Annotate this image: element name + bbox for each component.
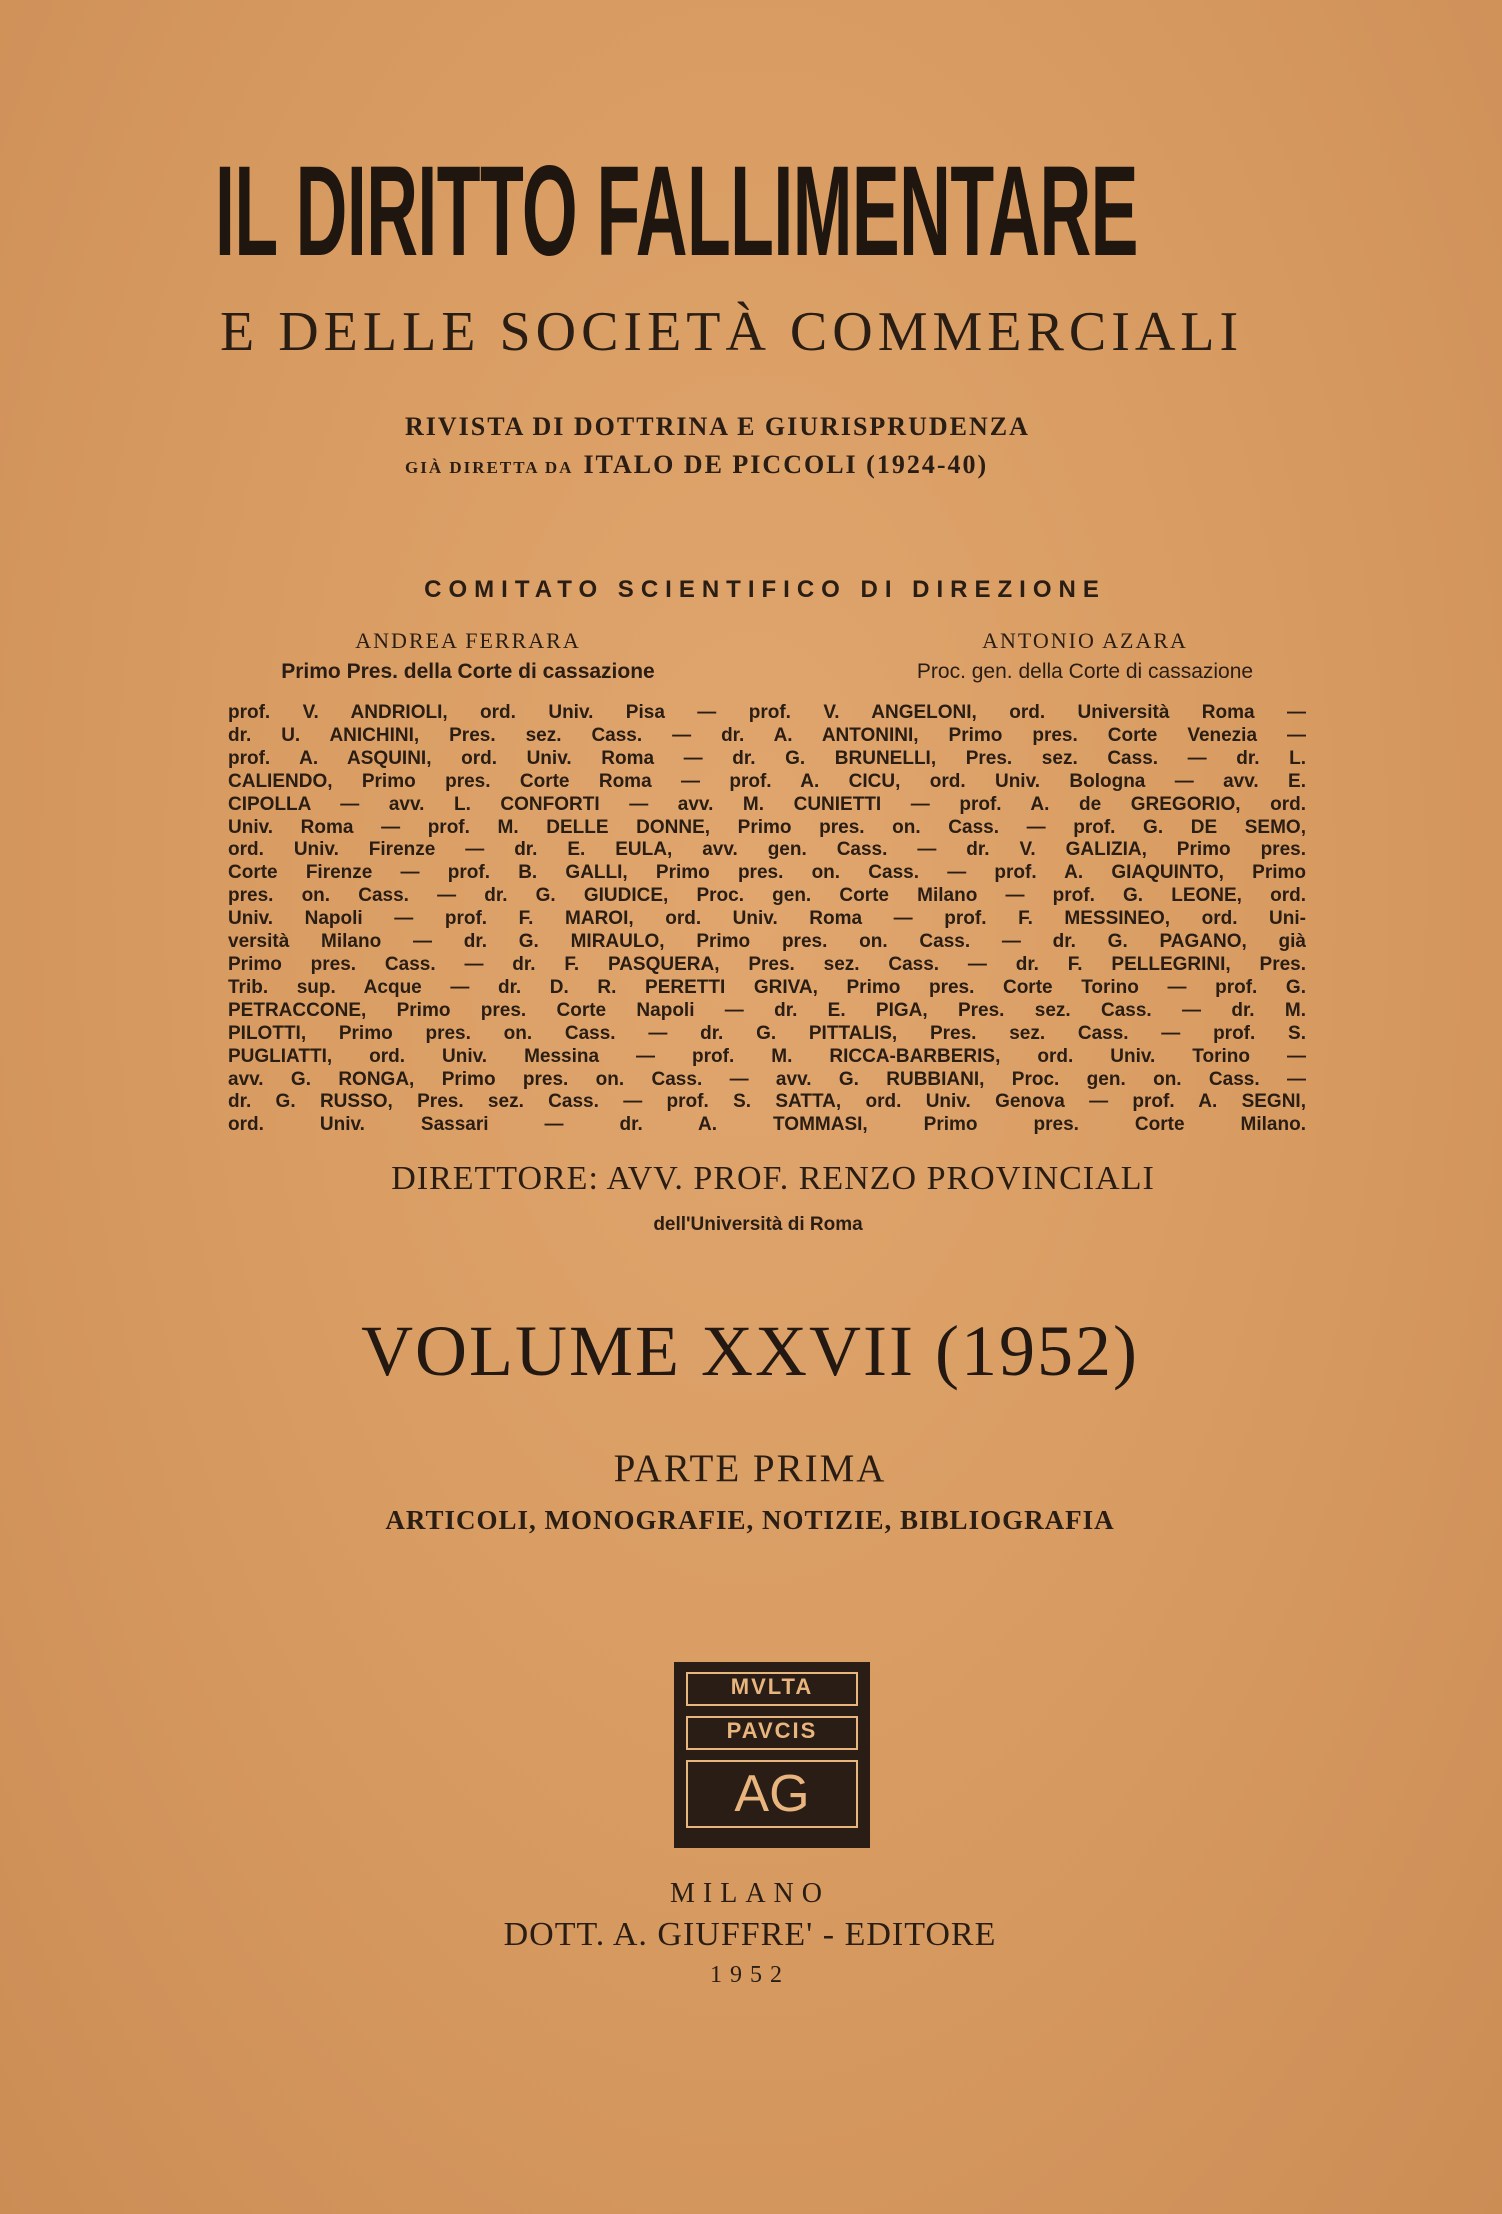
president-right — [845, 628, 1325, 684]
member-line: ord. Univ. Sassari — dr. A. TOMMASI, Primo pres. Corte Milano. — [228, 1114, 1306, 1136]
member-line: Trib. sup. Acque — dr. D. R. PERETTI GRIVA, Primo pres. Corte Torino — prof. G. — [228, 976, 1306, 998]
president-right-role: Proc. gen. della Corte di cassazione — [916, 660, 1254, 683]
president-left — [228, 628, 708, 684]
publisher-logo — [674, 1662, 870, 1848]
member-line: PETRACCONE, Primo pres. Corte Napoli — dr. E. PIGA, Pres. sez. Cass. — dr. M. — [228, 999, 1306, 1021]
committee-heading: COMITATO SCIENTIFICO DI DIREZIONE — [424, 576, 1106, 603]
member-line: prof. A. ASQUINI, ord. Univ. Roma — dr. G. BRUNELLI, Pres. sez. Cass. — dr. L. — [228, 747, 1306, 769]
imprint-city: MILANO — [670, 1878, 830, 1909]
member-line: CALIENDO, Primo pres. Corte Roma — prof. A. CICU, ord. Univ. Bologna — avv. E. — [228, 770, 1306, 792]
committee-members — [228, 702, 1306, 1137]
member-line: dr. U. ANICHINI, Pres. sez. Cass. — dr. A. ANTONINI, Primo pres. Corte Venezia — — [228, 724, 1306, 746]
part-title: PARTE PRIMA — [613, 1447, 887, 1490]
former-director-name: ITALO DE PICCOLI (1924-40) — [583, 450, 989, 479]
volume-title: VOLUME XXVII (1952) — [361, 1311, 1139, 1391]
member-line: avv. G. RONGA, Primo pres. on. Cass. — avv. G. RUBBIANI, Proc. gen. on. Cass. — — [228, 1068, 1306, 1090]
part-contents: ARTICOLI, MONOGRAFIE, NOTIZIE, BIBLIOGRAFIA — [385, 1505, 1115, 1535]
former-director-prefix: GIÀ DIRETTA DA — [405, 458, 574, 477]
director-affiliation: dell'Università di Roma — [653, 1214, 863, 1235]
member-line: versità Milano — dr. G. MIRAULO, Primo pres. on. Cass. — dr. G. PAGANO, già — [228, 931, 1306, 953]
logo-motto-2: PAVCIS — [686, 1716, 858, 1750]
member-line: PILOTTI, Primo pres. on. Cass. — dr. G. PITTALIS, Pres. sez. Cass. — prof. S. — [228, 1022, 1306, 1044]
journal-description: RIVISTA DI DOTTRINA E GIURISPRUDENZA — [405, 412, 1030, 441]
member-line: CIPOLLA — avv. L. CONFORTI — avv. M. CUNIETTI — prof. A. de GREGORIO, ord. — [228, 793, 1306, 815]
member-line: Univ. Napoli — prof. F. MAROI, ord. Univ. Roma — prof. F. MESSINEO, ord. Uni- — [228, 908, 1306, 930]
member-line: dr. G. RUSSO, Pres. sez. Cass. — prof. S. SATTA, ord. Univ. Genova — prof. A. SEGNI, — [228, 1091, 1306, 1113]
imprint-publisher: DOTT. A. GIUFFRE' - EDITORE — [503, 1916, 997, 1953]
president-left-name: ANDREA FERRARA — [355, 628, 581, 653]
imprint-year: 1952 — [710, 1962, 790, 1988]
journal-title: IL DIRITTO FALLIMENTARE — [215, 140, 1138, 283]
member-line: ord. Univ. Firenze — dr. E. EULA, avv. gen. Cass. — dr. V. GALIZIA, Primo pres. — [228, 839, 1306, 861]
member-line: Primo pres. Cass. — dr. F. PASQUERA, Pres. sez. Cass. — dr. F. PELLEGRINI, Pres. — [228, 953, 1306, 975]
logo-motto-1: MVLTA — [686, 1672, 858, 1706]
member-line: Univ. Roma — prof. M. DELLE DONNE, Primo pres. on. Cass. — prof. G. DE SEMO, — [228, 816, 1306, 838]
member-line: PUGLIATTI, ord. Univ. Messina — prof. M. RICCA-BARBERIS, ord. Univ. Torino — — [228, 1045, 1306, 1067]
member-line: Corte Firenze — prof. B. GALLI, Primo pres. on. Cass. — prof. A. GIAQUINTO, Primo — [228, 862, 1306, 884]
president-left-role: Primo Pres. della Corte di cassazione — [281, 660, 655, 683]
director-line: DIRETTORE: AVV. PROF. RENZO PROVINCIALI — [391, 1160, 1155, 1197]
logo-mark: AG — [686, 1760, 858, 1828]
president-right-name: ANTONIO AZARA — [982, 628, 1188, 653]
member-line: prof. V. ANDRIOLI, ord. Univ. Pisa — prof. V. ANGELONI, ord. Università Roma — — [228, 702, 1306, 723]
journal-subtitle: E DELLE SOCIETÀ COMMERCIALI — [220, 301, 1244, 363]
member-line: pres. on. Cass. — dr. G. GIUDICE, Proc. gen. Corte Milano — prof. G. LEONE, ord. — [228, 885, 1306, 907]
former-director-line — [405, 450, 1165, 480]
